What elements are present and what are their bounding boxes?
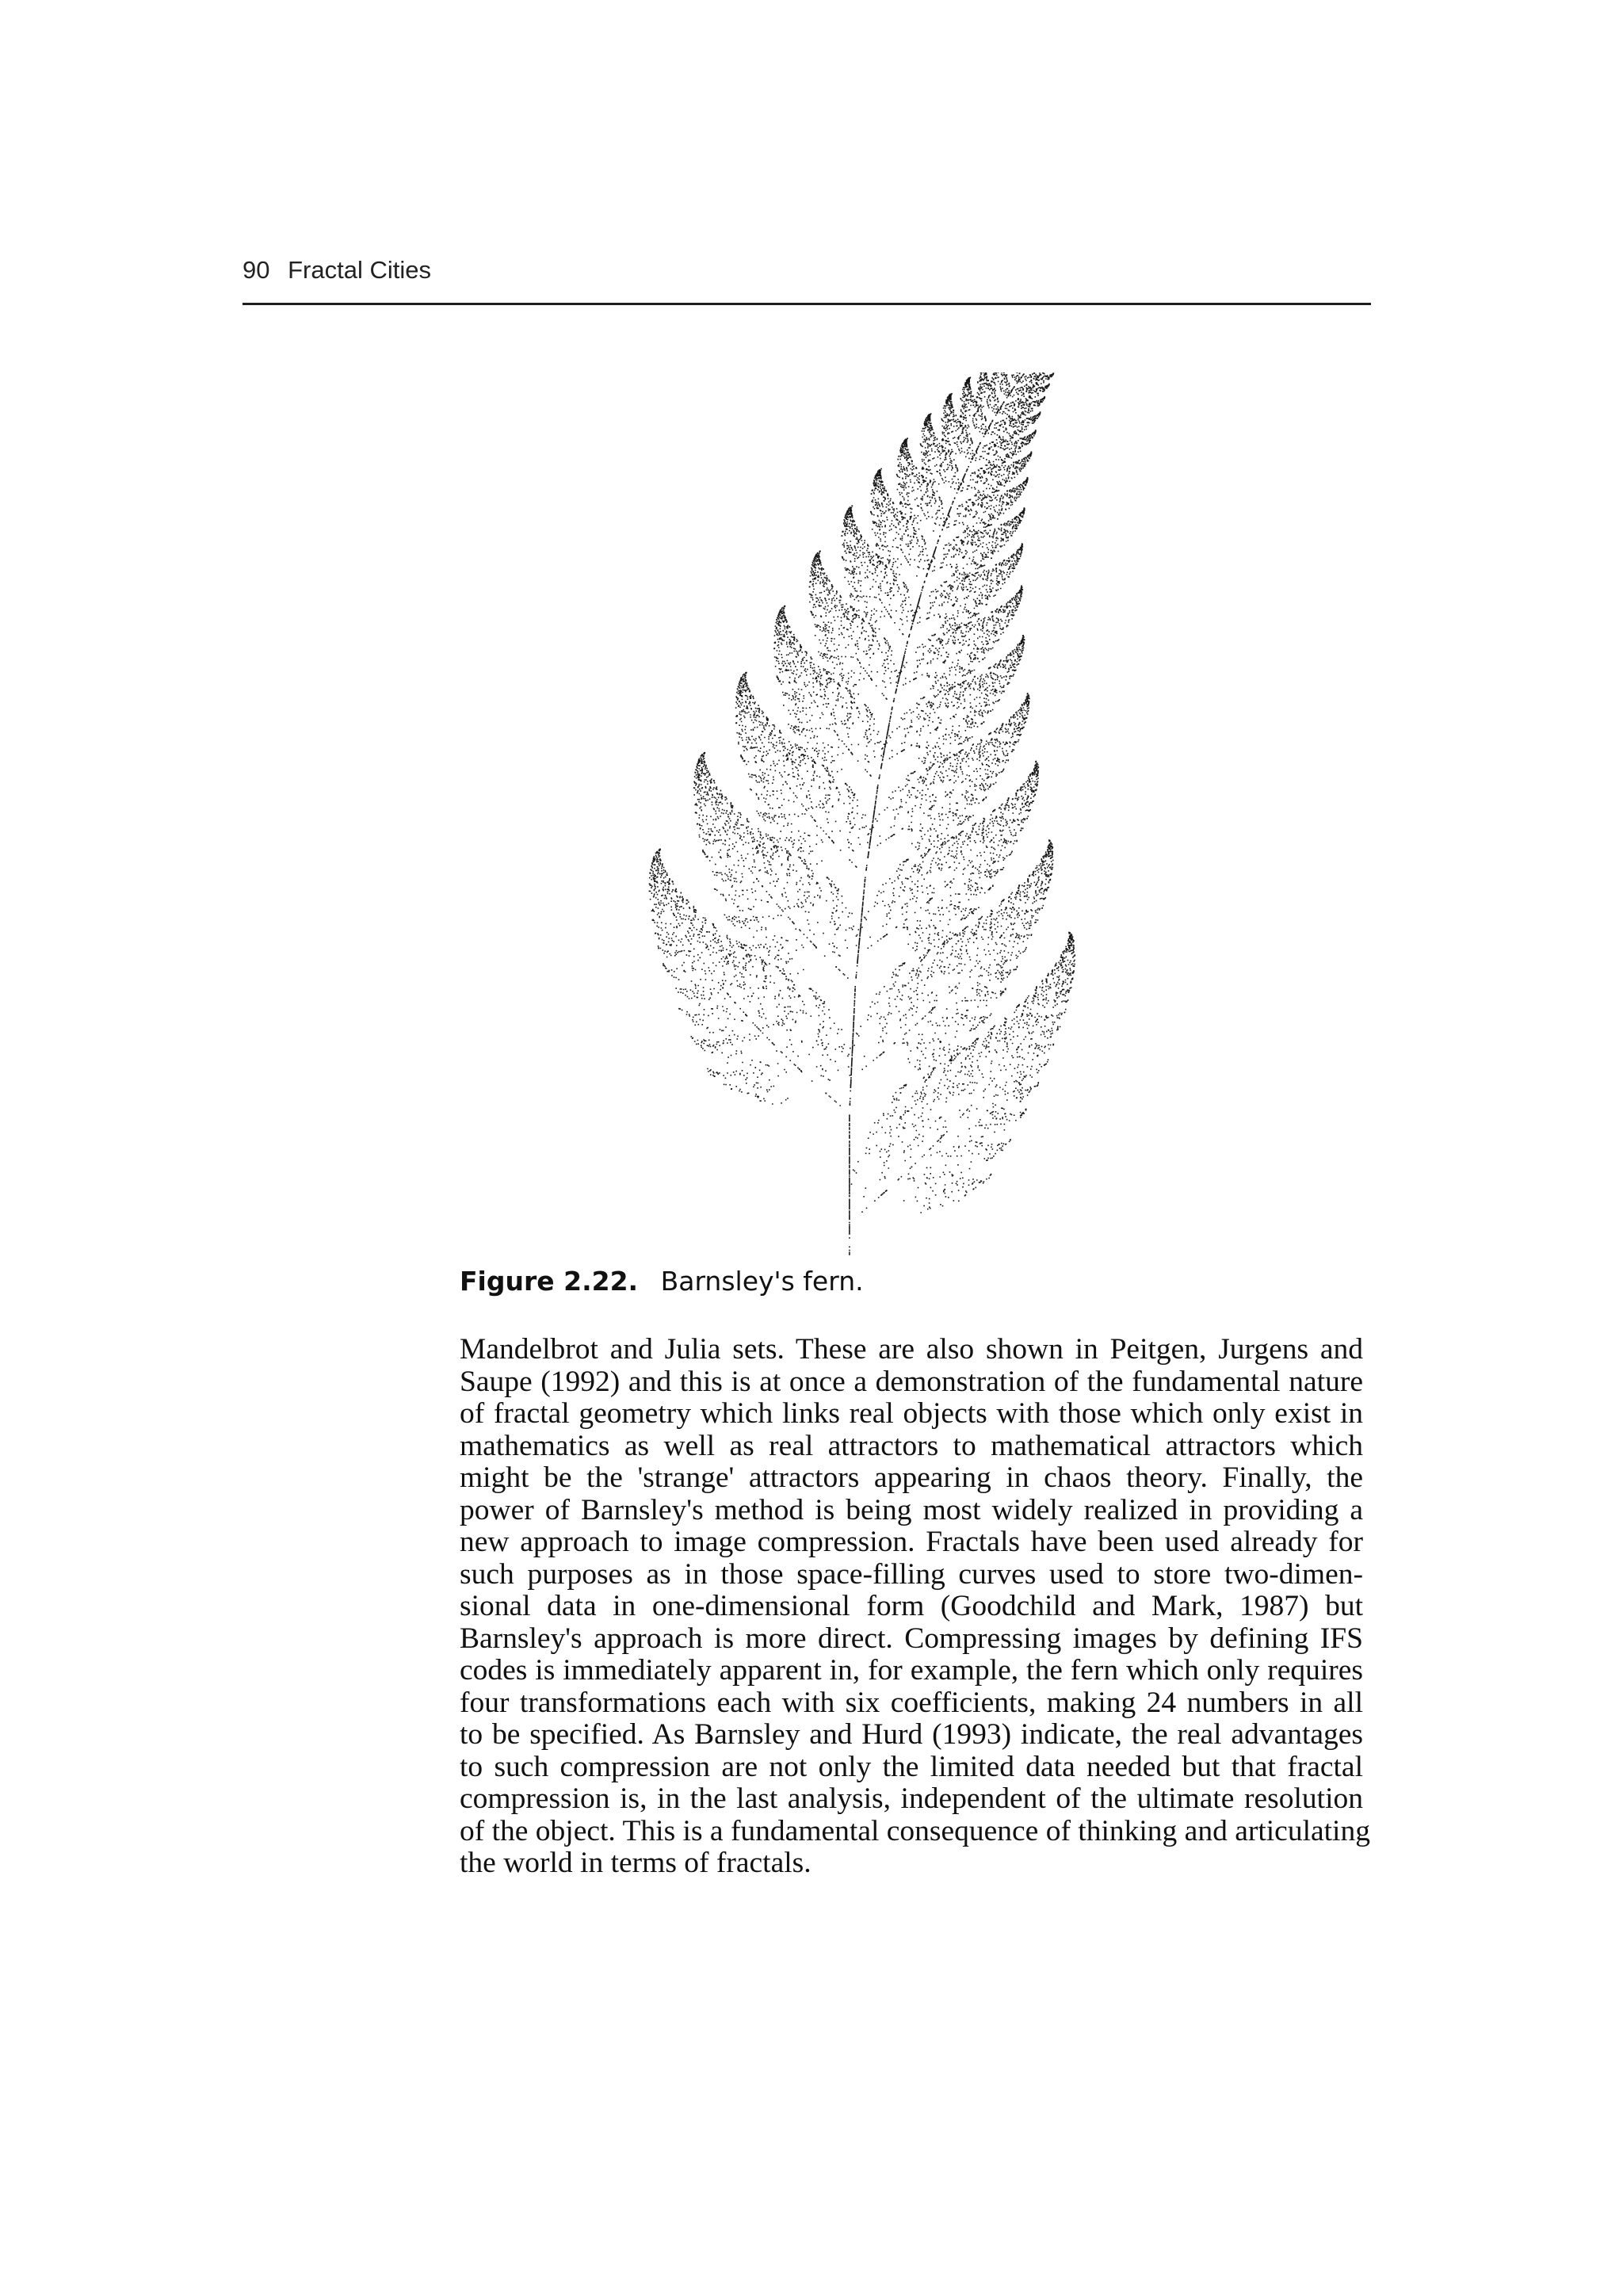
body-text-line: four transformations each with six coefficients, making 24 numbers in all [460, 1686, 1363, 1719]
body-text-line: of fractal geometry which links real objects with those which only exist in [460, 1397, 1363, 1430]
barnsley-fern-image [618, 372, 1252, 1264]
barnsley-fern-figure [618, 372, 1252, 1264]
fern-fronds [649, 372, 1094, 1255]
body-text-line: mathematics as well as real attractors to mathematical attractors which [460, 1429, 1363, 1462]
body-text-line: Mandelbrot and Julia sets. These are also shown in Peitgen, Jurgens and [460, 1333, 1363, 1366]
body-text-line: codes is immediately apparent in, for example, the fern which only requires [460, 1654, 1363, 1687]
body-text-line: of the object. This is a fundamental consequence of thinking and articulating [460, 1814, 1370, 1847]
body-text-line: sional data in one-dimensional form (Goodchild and Mark, 1987) but [460, 1590, 1363, 1622]
body-text-line: to such compression are not only the limited data needed but that fractal [460, 1750, 1363, 1783]
figure-label: Figure 2.22. [460, 1266, 639, 1297]
figure-caption-text: Barnsley's fern. [660, 1266, 864, 1297]
body-text-line: such purposes as in those space-filling curves used to store two-dimen- [460, 1557, 1363, 1591]
running-title: Fractal Cities [288, 256, 431, 284]
body-text-line: Barnsley's approach is more direct. Compressing images by defining IFS [460, 1622, 1363, 1655]
body-text-line: to be specified. As Barnsley and Hurd (1993) indicate, the real advantages [460, 1718, 1363, 1751]
body-paragraph [460, 1333, 1370, 1880]
body-text-line: the world in terms of fractals. [460, 1847, 812, 1879]
body-text-line: might be the 'strange' attractors appearing in chaos theory. Finally, the [460, 1461, 1363, 1494]
page-number: 90 [242, 256, 270, 284]
body-text-line: Saupe (1992) and this is at once a demonstration of the fundamental nature [460, 1365, 1363, 1398]
body-text-line: compression is, in the last analysis, independent of the ultimate resolution [460, 1782, 1363, 1815]
running-header [242, 256, 1371, 305]
body-text-line: new approach to image compression. Fractals have been used already for [460, 1526, 1363, 1558]
figure-caption [460, 1266, 864, 1297]
body-text-line: power of Barnsley's method is being most widely realized in providing a [460, 1493, 1363, 1526]
